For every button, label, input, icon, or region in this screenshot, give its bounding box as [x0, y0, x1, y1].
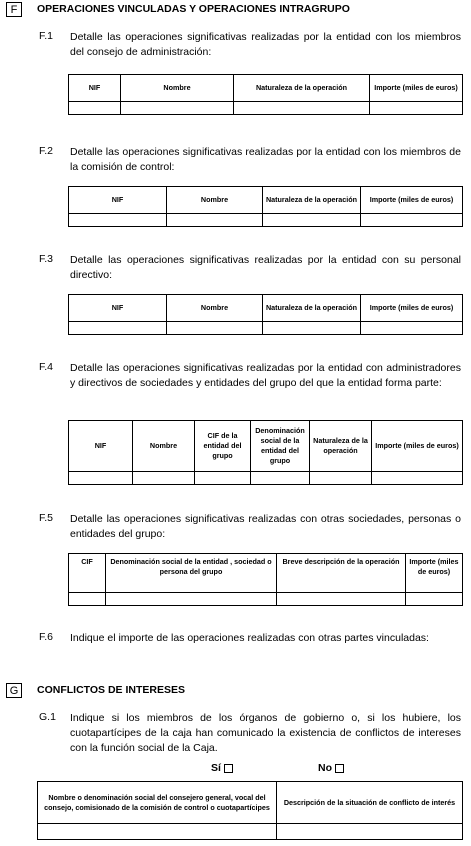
table-cell[interactable] [263, 214, 361, 227]
header-descripcion-conflicto: Descripción de la situación de conflicto de interés [277, 782, 463, 824]
table-cell[interactable] [234, 102, 370, 115]
header-nif: NIF [69, 75, 121, 102]
header-nombre: Nombre [121, 75, 234, 102]
table-cell[interactable] [277, 593, 406, 606]
table-cell[interactable] [167, 322, 263, 335]
question-text-f1: Detalle las operaciones significativas realizadas por la entidad con los miembros del consejo de administración: [70, 31, 461, 58]
header-nombre: Nombre [167, 187, 263, 214]
table-cell[interactable] [361, 214, 463, 227]
table-cell[interactable] [121, 102, 234, 115]
header-naturaleza: Naturaleza de la operación [263, 187, 361, 214]
question-text-f2: Detalle las operaciones significativas realizadas por la entidad con los miembros de la comisión de control: [70, 146, 461, 173]
table-cell[interactable] [69, 322, 167, 335]
table-cell[interactable] [167, 214, 263, 227]
question-text-f5: Detalle las operaciones significativas realizadas con otras sociedades, personas o entidades del grupo: [70, 513, 461, 540]
question-number-f1: F.1 [39, 30, 54, 42]
table-cell[interactable] [277, 824, 463, 840]
header-importe: Importe (miles de euros) [361, 187, 463, 214]
table-cell[interactable] [372, 472, 463, 485]
header-importe: Importe (miles de euros) [406, 554, 463, 593]
question-text-f4: Detalle las operaciones significativas realizadas por la entidad con administradores y directivos de sociedades y entidades del grupo del que la entidad forma parte: [70, 362, 461, 389]
header-denominacion: Denominación social de la entidad , sociedad o persona del grupo [106, 554, 277, 593]
table-cell[interactable] [263, 322, 361, 335]
header-cif-entidad: CIF de la entidad del grupo [195, 421, 251, 472]
table-g1 [37, 781, 463, 840]
table-cell[interactable] [69, 214, 167, 227]
header-nif: NIF [69, 187, 167, 214]
no-checkbox[interactable] [335, 764, 344, 773]
question-number-f6: F.6 [39, 631, 54, 643]
question-number-f5: F.5 [39, 512, 54, 524]
table-f2 [68, 186, 463, 227]
header-importe: Importe (miles de euros) [361, 295, 463, 322]
no-option[interactable] [318, 762, 344, 774]
section-g-letter-box: G [6, 683, 22, 698]
header-nombre: Nombre [133, 421, 195, 472]
question-text-f6: Indique el importe de las operaciones realizadas con otras partes vinculadas: [70, 632, 429, 644]
header-nombre: Nombre [167, 295, 263, 322]
table-cell[interactable] [195, 472, 251, 485]
table-f1 [68, 74, 463, 115]
table-cell[interactable] [251, 472, 310, 485]
table-cell[interactable] [69, 472, 133, 485]
section-g-title: CONFLICTOS DE INTERESES [37, 684, 185, 696]
table-cell[interactable] [133, 472, 195, 485]
question-number-f4: F.4 [39, 361, 54, 373]
header-cif: CIF [69, 554, 106, 593]
table-cell[interactable] [361, 322, 463, 335]
question-text-f3: Detalle las operaciones significativas realizadas por la entidad con su personal directivo: [70, 254, 461, 281]
header-naturaleza: Naturaleza de la operación [234, 75, 370, 102]
question-number-g1: G.1 [39, 711, 56, 723]
table-f4 [68, 420, 463, 485]
header-denominacion: Denominación social de la entidad del grupo [251, 421, 310, 472]
header-naturaleza: Naturaleza de la operación [310, 421, 372, 472]
yes-option[interactable] [211, 762, 233, 774]
table-cell[interactable] [38, 824, 277, 840]
question-number-f2: F.2 [39, 145, 54, 157]
question-text-g1: Indique si los miembros de los órganos de gobierno o, si los hubiere, los cuotapartícipes de la caja han comunicado la existencia de conflictos de intereses con la función social de la Caja. [70, 712, 461, 754]
table-cell[interactable] [106, 593, 277, 606]
header-naturaleza: Naturaleza de la operación [263, 295, 361, 322]
table-f5 [68, 553, 463, 606]
yes-checkbox[interactable] [224, 764, 233, 773]
header-importe: Importe (miles de euros) [370, 75, 463, 102]
yes-label: Sí [211, 762, 221, 774]
header-nif: NIF [69, 421, 133, 472]
table-cell[interactable] [370, 102, 463, 115]
table-cell[interactable] [69, 102, 121, 115]
header-nombre-consejero: Nombre o denominación social del consejero general, vocal del consejo, comisionado de la comisión de control o cuotapartícipes [38, 782, 277, 824]
section-f-title: OPERACIONES VINCULADAS Y OPERACIONES INTRAGRUPO [37, 3, 350, 15]
table-cell[interactable] [310, 472, 372, 485]
header-nif: NIF [69, 295, 167, 322]
header-importe: Importe (miles de euros) [372, 421, 463, 472]
table-cell[interactable] [406, 593, 463, 606]
question-number-f3: F.3 [39, 253, 54, 265]
table-cell[interactable] [69, 593, 106, 606]
table-f3 [68, 294, 463, 335]
no-label: No [318, 762, 332, 774]
section-f-letter-box: F [6, 2, 22, 17]
header-descripcion: Breve descripción de la operación [277, 554, 406, 593]
